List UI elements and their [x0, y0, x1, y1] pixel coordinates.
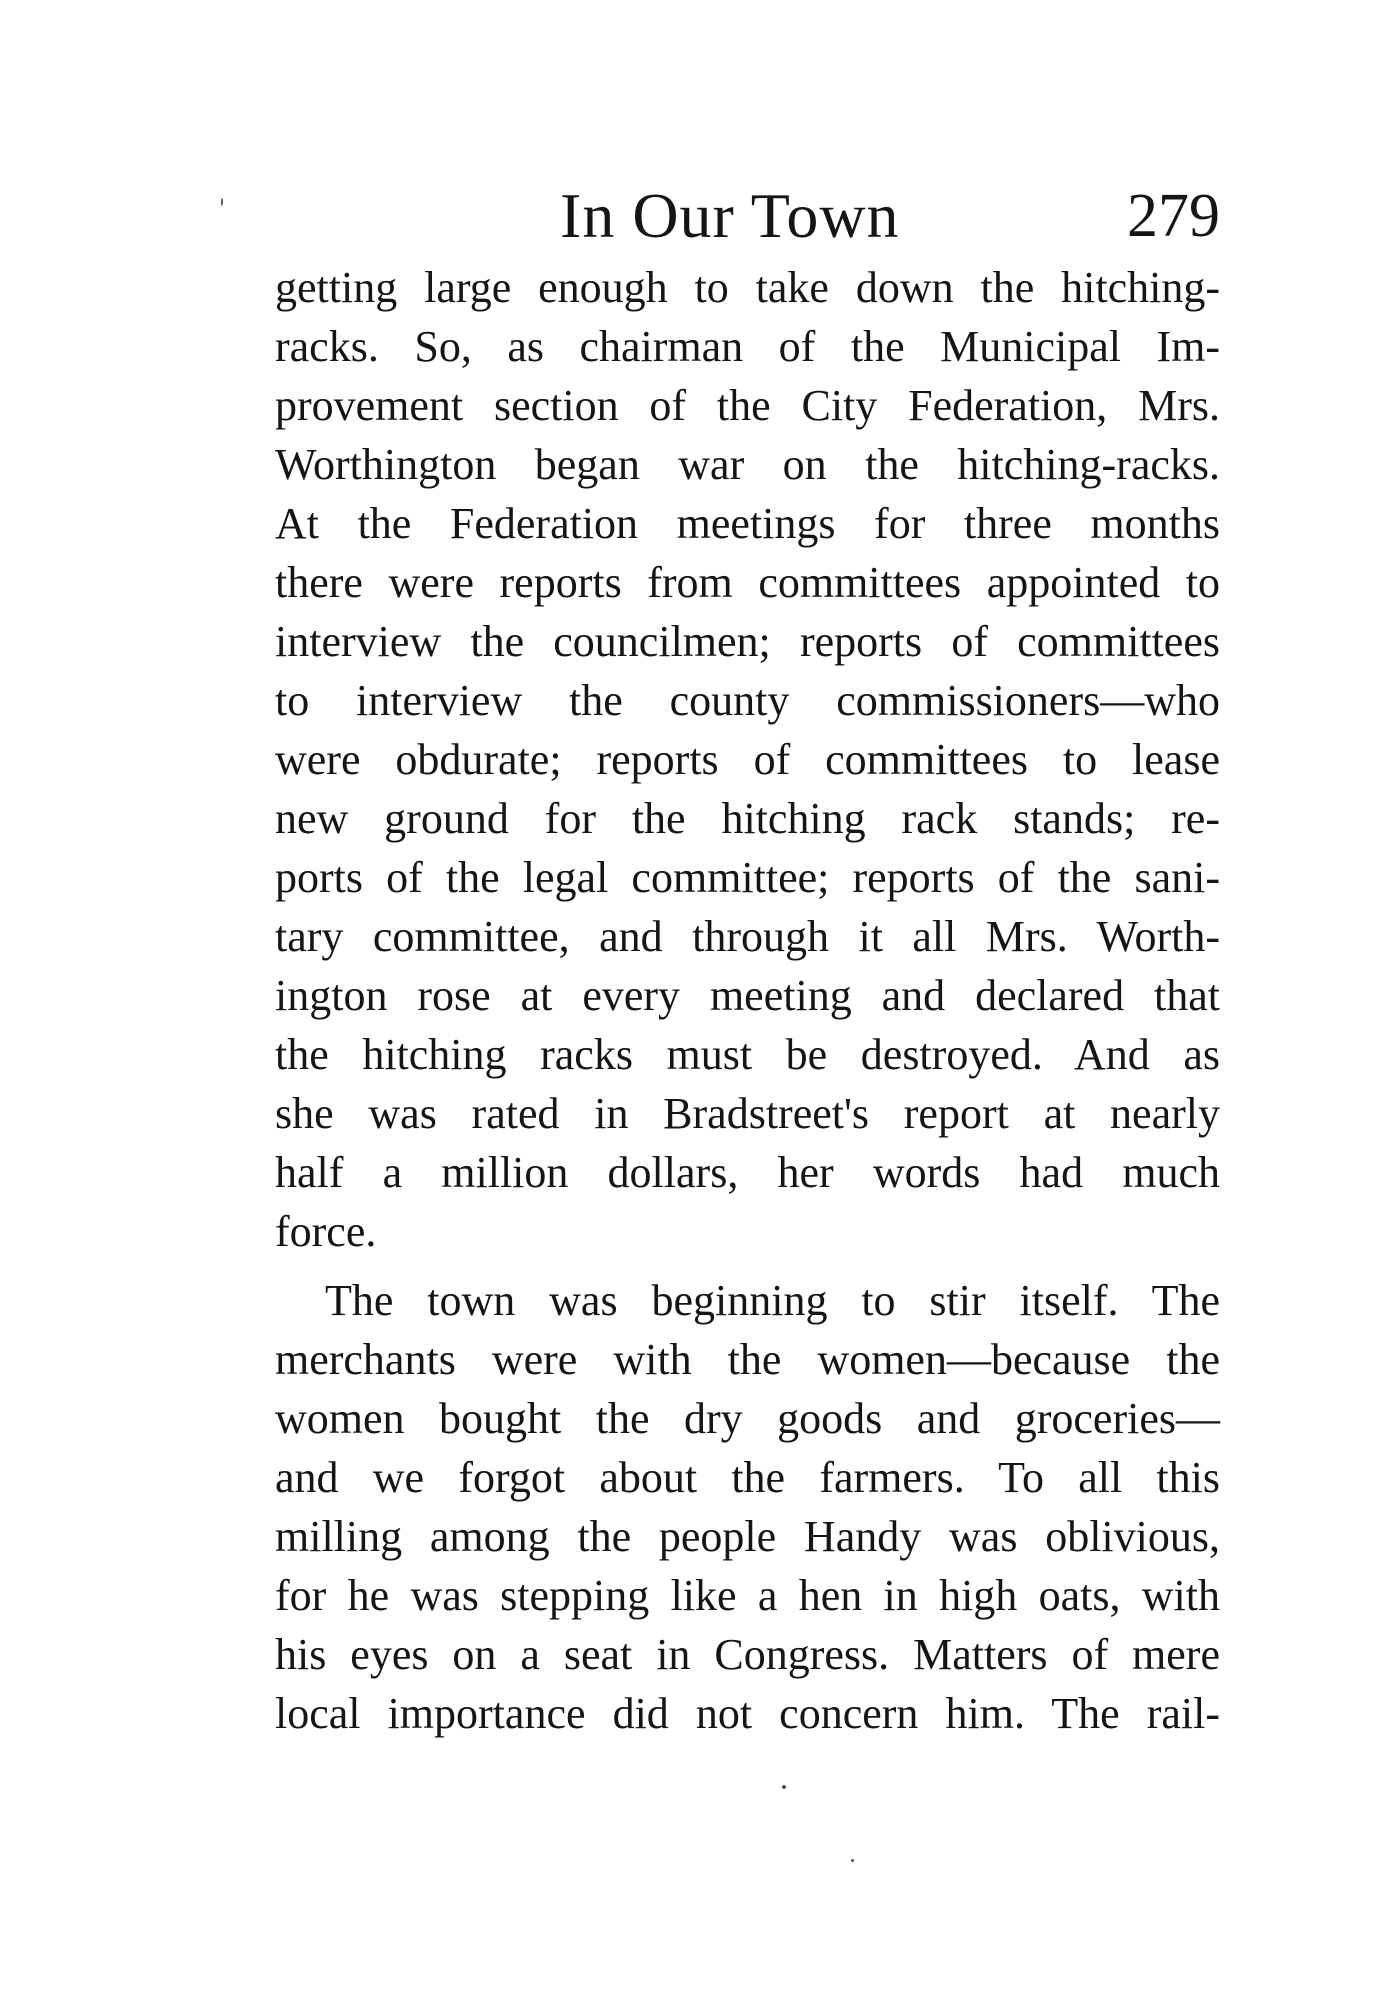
scan-speck [851, 1859, 854, 1862]
text-line: half a million dollars, her words had much [275, 1148, 1220, 1197]
scan-speck [221, 198, 223, 206]
text-line: local importance did not concern him. The rail- [275, 1689, 1220, 1738]
text-line: there were reports from committees appointed to [275, 558, 1220, 607]
text-line: The town was beginning to stir itself. The [325, 1276, 1220, 1325]
text-line: she was rated in Bradstreet's report at nearly [275, 1089, 1220, 1138]
text-line: the hitching racks must be destroyed. And as [275, 1030, 1220, 1079]
body-text [275, 258, 1220, 1743]
paragraph-gap [275, 1261, 1220, 1271]
page-number: 279 [1127, 182, 1220, 250]
paragraph-2 [275, 1271, 1220, 1743]
running-head [275, 176, 1220, 266]
text-line: his eyes on a seat in Congress. Matters of mere [275, 1630, 1220, 1679]
text-line: milling among the people Handy was oblivious, [275, 1512, 1220, 1561]
text-line: women bought the dry goods and groceries— [275, 1394, 1220, 1443]
text-line: ington rose at every meeting and declared that [275, 971, 1220, 1020]
running-title: In Our Town [560, 180, 900, 251]
text-line: interview the councilmen; reports of committees [275, 617, 1220, 666]
text-line: for he was stepping like a hen in high oats, with [275, 1571, 1220, 1620]
text-line: Worthington began war on the hitching-racks. [275, 440, 1220, 489]
paragraph-1 [275, 258, 1220, 1261]
text-line: were obdurate; reports of committees to lease [275, 735, 1220, 784]
text-line: to interview the county commissioners—who [275, 676, 1220, 725]
text-line: getting large enough to take down the hitching- [275, 263, 1220, 312]
text-line: merchants were with the women—because the [275, 1335, 1220, 1384]
text-line: racks. So, as chairman of the Municipal Im- [275, 322, 1220, 371]
text-line: provement section of the City Federation, Mrs. [275, 381, 1220, 430]
text-line: force. [275, 1207, 377, 1256]
text-line: At the Federation meetings for three months [275, 499, 1220, 548]
text-line: ports of the legal committee; reports of the sani- [275, 853, 1220, 902]
text-line: new ground for the hitching rack stands; re- [275, 794, 1220, 843]
scan-speck [782, 1785, 786, 1789]
text-line: tary committee, and through it all Mrs. Worth- [275, 912, 1220, 961]
text-line: and we forgot about the farmers. To all this [275, 1453, 1220, 1502]
